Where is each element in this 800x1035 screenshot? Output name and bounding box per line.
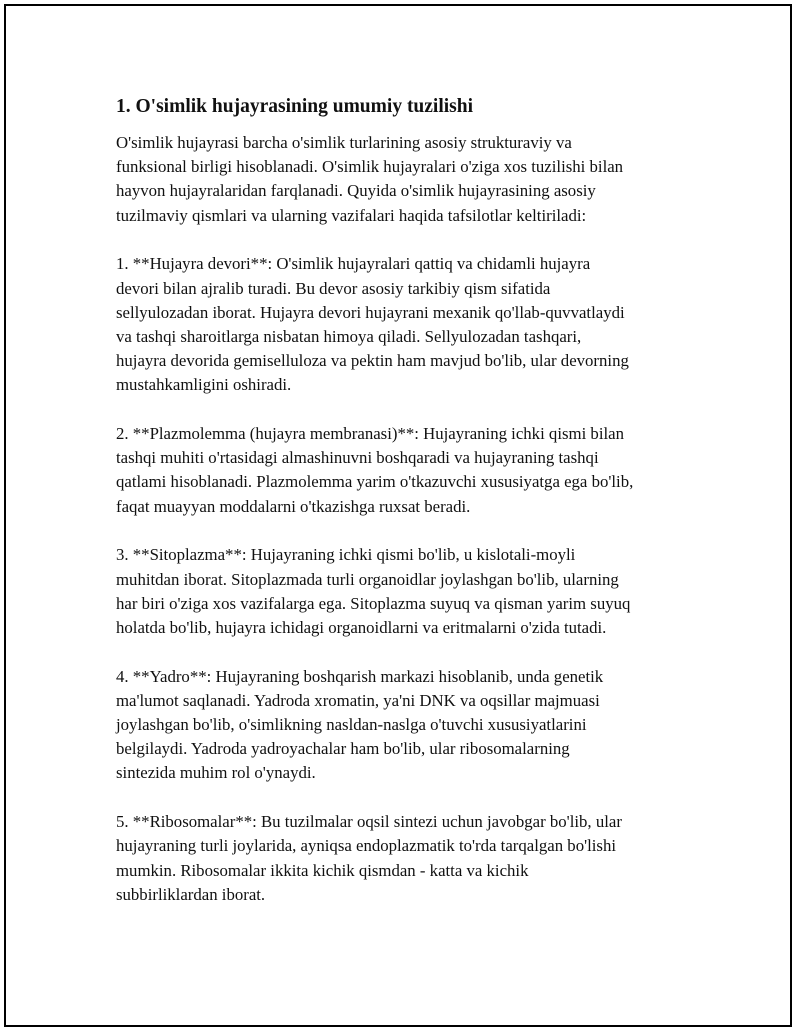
- paragraph-nucleus: 4. **Yadro**: Hujayraning boshqarish markazi hisoblanib, unda genetik ma'lumot saqlanadi. Yadroda xromatin, ya'ni DNK va oqsillar majmuasi joylashgan bo'lib, o'simlikning nasldan-naslga o'tuvchi xususiyatlarini belgilaydi. Yadroda yadroyachalar ham bo'lib, ular ribosomalarning sintezida muhim rol o'ynaydi.: [116, 666, 604, 783]
- paragraph-ribosomes: 5. **Ribosomalar**: Bu tuzilmalar oqsil sintezi uchun javobgar bo'lib, ular hujayraning turli joylarida, ayniqsa endoplazmatik to'rda tarqalgan bo'lishi mumkin. Ribosomalar ikkita kichik qismdan - katta va kichik subbirliklardan iborat.: [116, 812, 622, 904]
- paragraph-cytoplasm: 3. **Sitoplazma**: Hujayraning ichki qismi bo'lib, u kislotali-moyli muhitdan iborat. Sitoplazmada turli organoidlar joylashgan bo'lib, ularning har biri o'ziga xos vazifalarga ega. Sitoplazma suyuq va qisman yarim suyuq holatda bo'lib, hujayra ichidagi organoidlarni va eritmalarni o'zida tutadi.: [116, 545, 631, 637]
- document-body: [116, 94, 696, 931]
- intro-paragraph: O'simlik hujayrasi barcha o'simlik turlarining asosiy strukturaviy va funksional birligi hisoblanadi. O'simlik hujayralari o'ziga xos tuzilishi bilan hayvon hujayralaridan farqlanadi. Quyida o'simlik hujayrasining asosiy tuzilmaviy qismlari va ularning vazifalari haqida tafsilotlar keltiriladi:: [116, 133, 624, 225]
- paragraph-cell-wall: 1. **Hujayra devori**: O'simlik hujayralari qattiq va chidamli hujayra devori bilan ajralib turadi. Bu devor asosiy tarkibiy qism sifatida sellyulozadan iborat. Hujayra devori hujayrani mexanik qo'llab-quvvatlaydi va tashqi sharoitlarga nisbatan himoya qiladi. Sellyulozadan tashqari, hujayra devorida gemiselluloza va pektin ham mavjud bo'lib, ular devorning mustahkamligini oshiradi.: [116, 254, 629, 395]
- section-title: 1. O'simlik hujayrasining umumiy tuzilishi: [116, 96, 474, 117]
- paragraph-plasmalemma: 2. **Plazmolemma (hujayra membranasi)**: Hujayraning ichki qismi bilan tashqi muhiti o'rtasidagi almashinuvni boshqaradi va hujayraning tashqi qatlami hisoblanadi. Plazmolemma yarim o'tkazuvchi xususiyatga ega bo'lib, faqat muayyan moddalarni o'tkazishga ruxsat beradi.: [116, 424, 634, 516]
